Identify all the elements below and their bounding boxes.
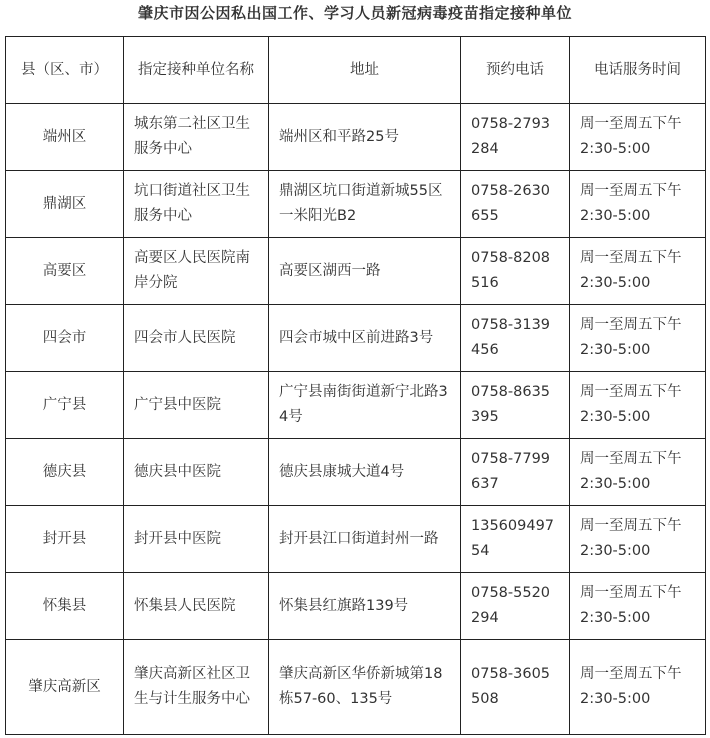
header-site-name: 指定接种单位名称 — [124, 37, 269, 104]
cell-county: 肇庆高新区 — [6, 640, 124, 735]
cell-site-name: 广宁县中医院 — [124, 372, 269, 439]
cell-phone: 0758-3605508 — [461, 640, 570, 735]
cell-service-hours: 周一至周五下午2:30-5:00 — [570, 439, 706, 506]
cell-county: 鼎湖区 — [6, 171, 124, 238]
cell-address: 鼎湖区坑口街道新城55区一米阳光B2 — [269, 171, 461, 238]
cell-address: 封开县江口街道封州一路 — [269, 506, 461, 573]
cell-site-name: 高要区人民医院南岸分院 — [124, 238, 269, 305]
cell-address: 端州区和平路25号 — [269, 104, 461, 171]
cell-county: 四会市 — [6, 305, 124, 372]
cell-address: 肇庆高新区华侨新城第18栋57-60、135号 — [269, 640, 461, 735]
cell-address: 高要区湖西一路 — [269, 238, 461, 305]
header-address: 地址 — [269, 37, 461, 104]
cell-phone: 0758-3139456 — [461, 305, 570, 372]
cell-phone: 0758-5520294 — [461, 573, 570, 640]
table-row — [6, 238, 706, 305]
cell-phone: 0758-2630655 — [461, 171, 570, 238]
header-row — [6, 37, 706, 104]
cell-phone: 0758-8635395 — [461, 372, 570, 439]
cell-service-hours: 周一至周五下午2:30-5:00 — [570, 506, 706, 573]
table-row — [6, 372, 706, 439]
cell-service-hours: 周一至周五下午2:30-5:00 — [570, 372, 706, 439]
cell-site-name: 坑口街道社区卫生服务中心 — [124, 171, 269, 238]
vaccination-sites-table — [5, 36, 706, 735]
cell-county: 怀集县 — [6, 573, 124, 640]
table-row — [6, 506, 706, 573]
cell-address: 广宁县南街街道新宁北路34号 — [269, 372, 461, 439]
cell-site-name: 怀集县人民医院 — [124, 573, 269, 640]
cell-county: 高要区 — [6, 238, 124, 305]
table-row — [6, 439, 706, 506]
cell-service-hours: 周一至周五下午2:30-5:00 — [570, 640, 706, 735]
cell-service-hours: 周一至周五下午2:30-5:00 — [570, 573, 706, 640]
table-row — [6, 573, 706, 640]
cell-address: 怀集县红旗路139号 — [269, 573, 461, 640]
cell-service-hours: 周一至周五下午2:30-5:00 — [570, 104, 706, 171]
table-row — [6, 305, 706, 372]
header-phone: 预约电话 — [461, 37, 570, 104]
cell-phone: 0758-8208516 — [461, 238, 570, 305]
cell-site-name: 封开县中医院 — [124, 506, 269, 573]
cell-county: 封开县 — [6, 506, 124, 573]
table-header — [6, 37, 706, 104]
cell-site-name: 城东第二社区卫生服务中心 — [124, 104, 269, 171]
cell-phone: 13560949754 — [461, 506, 570, 573]
cell-address: 德庆县康城大道4号 — [269, 439, 461, 506]
header-service-hours: 电话服务时间 — [570, 37, 706, 104]
cell-county: 德庆县 — [6, 439, 124, 506]
cell-site-name: 德庆县中医院 — [124, 439, 269, 506]
cell-phone: 0758-7799637 — [461, 439, 570, 506]
cell-site-name: 四会市人民医院 — [124, 305, 269, 372]
cell-service-hours: 周一至周五下午2:30-5:00 — [570, 171, 706, 238]
table-row — [6, 640, 706, 735]
cell-county: 广宁县 — [6, 372, 124, 439]
header-county: 县（区、市） — [6, 37, 124, 104]
cell-site-name: 肇庆高新区社区卫生与计生服务中心 — [124, 640, 269, 735]
table-row — [6, 171, 706, 238]
cell-phone: 0758-2793284 — [461, 104, 570, 171]
cell-county: 端州区 — [6, 104, 124, 171]
cell-address: 四会市城中区前进路3号 — [269, 305, 461, 372]
cell-service-hours: 周一至周五下午2:30-5:00 — [570, 238, 706, 305]
cell-service-hours: 周一至周五下午2:30-5:00 — [570, 305, 706, 372]
table-body — [6, 104, 706, 735]
page-title: 肇庆市因公因私出国工作、学习人员新冠病毒疫苗指定接种单位 — [137, 4, 572, 22]
table-row — [6, 104, 706, 171]
